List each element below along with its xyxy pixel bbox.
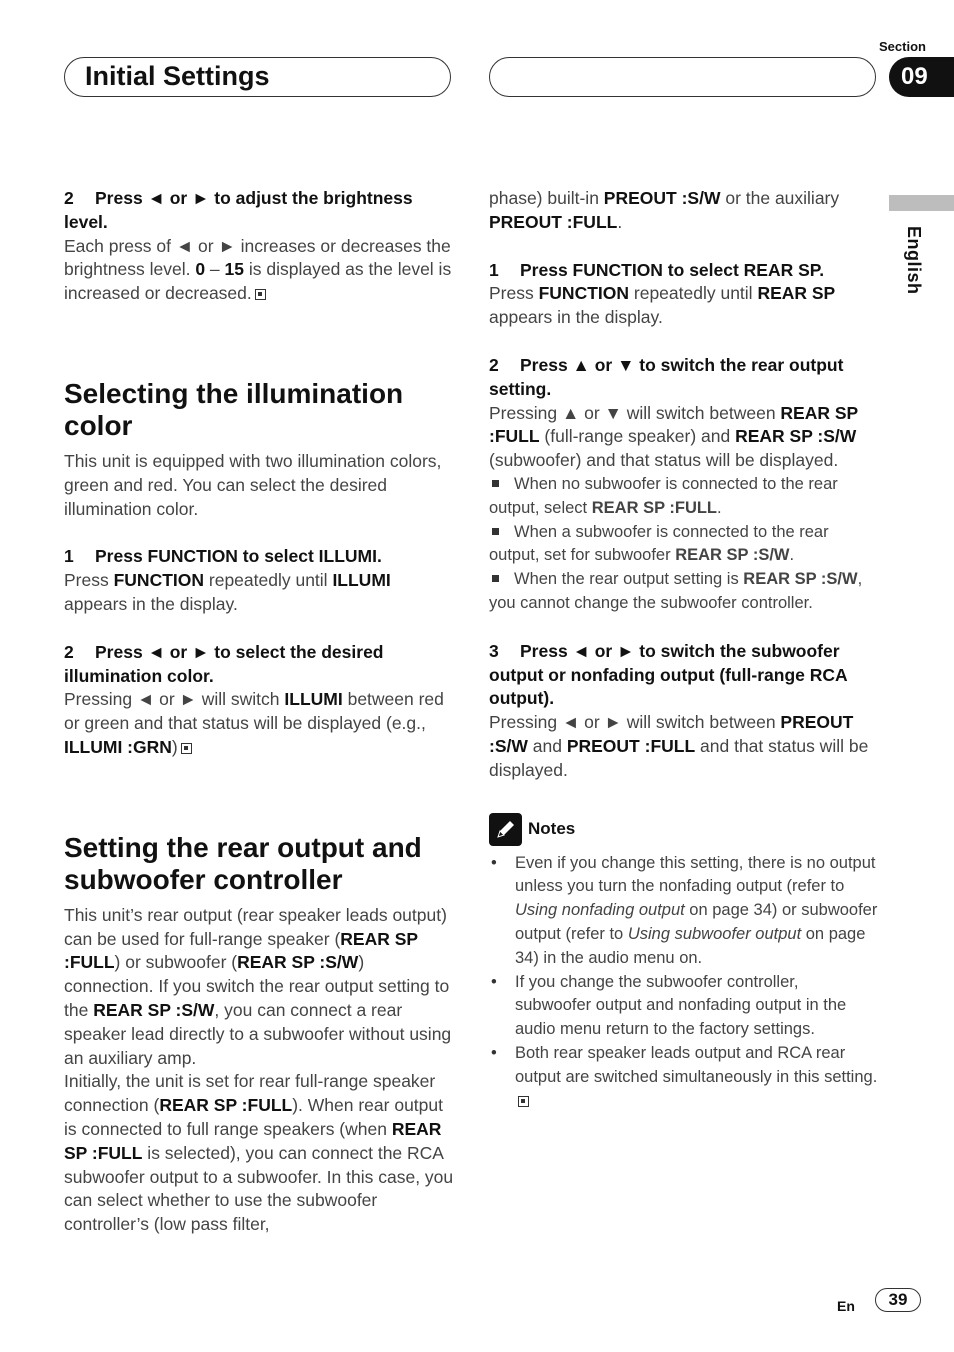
step-heading: 2 Press ◄ or ► to adjust the brightness level. xyxy=(64,188,413,232)
paragraph: Each press of ◄ or ► increases or decreases the brightness level. 0 – 15 is displayed as the level is increased or decreased. xyxy=(64,235,452,304)
list-item: When a subwoofer is connected to the rear output, set for subwoofer REAR SP :S/W. xyxy=(489,522,829,565)
section-label: Section xyxy=(879,39,926,54)
section-heading-illumination: Selecting the illumination color xyxy=(64,377,404,441)
end-mark-icon xyxy=(255,289,266,300)
list-item: • Even if you change this setting, there is no output unless you turn the nonfading output (refer to Using nonfading output on page 34) or subwoofer output (refer to Using subwoofer output on page 34) in the audio menu on. xyxy=(489,852,879,971)
footer-language: En xyxy=(837,1298,855,1314)
paragraph: This unit’s rear output (rear speaker leads output) can be used for full-range speaker (REAR SP :FULL) or subwoofer (REAR SP :S/W) connection. If you switch the rear output setting to the REAR SP :S/W, you can connect a rear speaker lead directly to a subwoofer without using an auxiliary amp. xyxy=(64,904,452,1068)
step-heading: 1 Press FUNCTION to select ILLUMI. xyxy=(64,546,382,567)
language-tab xyxy=(889,195,954,211)
paragraph: phase) built-in PREOUT :S/W or the auxiliary PREOUT :FULL. xyxy=(489,188,840,232)
step-heading: 3 Press ◄ or ► to switch the subwoofer output or nonfading output (full-range RCA output). xyxy=(489,640,848,709)
left-column xyxy=(64,187,454,1237)
paragraph: Pressing ▲ or ▼ will switch between REAR SP :FULL (full-range speaker) and REAR SP :S/W (subwoofer) and that status will be displayed. xyxy=(489,402,858,471)
square-bullet-icon xyxy=(492,480,499,487)
paragraph: Pressing ◄ or ► will switch ILLUMI between red or green and that status will be displayed (e.g., ILLUMI :GRN) xyxy=(64,689,444,757)
square-bullet-icon xyxy=(492,575,499,582)
list-item: • Both rear speaker leads output and RCA rear output are switched simultaneously in this setting. xyxy=(489,1042,879,1113)
paragraph: Press FUNCTION repeatedly until ILLUMI appears in the display. xyxy=(64,570,391,614)
list-item: • If you change the subwoofer controller, subwoofer output and nonfading output in the audio menu return to the factory settings. xyxy=(489,971,879,1042)
pencil-icon xyxy=(489,813,522,846)
header-title-frame xyxy=(64,57,451,97)
list-item: When the rear output setting is REAR SP :S/W, you cannot change the subwoofer controller. xyxy=(489,570,863,612)
section-number-badge: 09 xyxy=(889,57,954,97)
end-mark-icon xyxy=(181,743,192,754)
notes-list xyxy=(489,852,879,1114)
step-heading: 2 Press ◄ or ► to select the desired illumination color. xyxy=(64,641,384,686)
paragraph: This unit is equipped with two illumination colors, green and red. You can select the desired illumination color. xyxy=(64,450,442,519)
notes-header xyxy=(489,813,879,846)
notes-title: Notes xyxy=(528,819,576,839)
paragraph: Initially, the unit is set for rear full-range speaker connection (REAR SP :FULL). When rear output is connected to full range speakers (when REAR SP :FULL is selected), you can connect the RCA subwoofer output to a subwoofer. In this case, you can select whether to use the subwoofer controller’s (low pass filter, xyxy=(64,1071,454,1235)
right-column xyxy=(489,187,879,1113)
paragraph: Press FUNCTION repeatedly until REAR SP appears in the display. xyxy=(489,283,836,328)
paragraph: Pressing ◄ or ► will switch between PREOUT :S/W and PREOUT :FULL and that status will be displayed. xyxy=(489,712,869,780)
section-heading-rear-output: Setting the rear output and subwoofer controller xyxy=(64,831,422,895)
step-heading: 2 Press ▲ or ▼ to switch the rear output setting. xyxy=(489,354,844,399)
header-blank-frame xyxy=(489,57,876,97)
square-bullet-icon xyxy=(492,528,499,535)
step-heading: 1 Press FUNCTION to select REAR SP. xyxy=(489,259,825,280)
page-title: Initial Settings xyxy=(85,61,270,91)
list-item: When no subwoofer is connected to the rear output, select REAR SP :FULL. xyxy=(489,474,838,517)
page-number: 39 xyxy=(875,1288,921,1312)
language-label: English xyxy=(904,226,924,295)
end-mark-icon xyxy=(518,1096,529,1107)
